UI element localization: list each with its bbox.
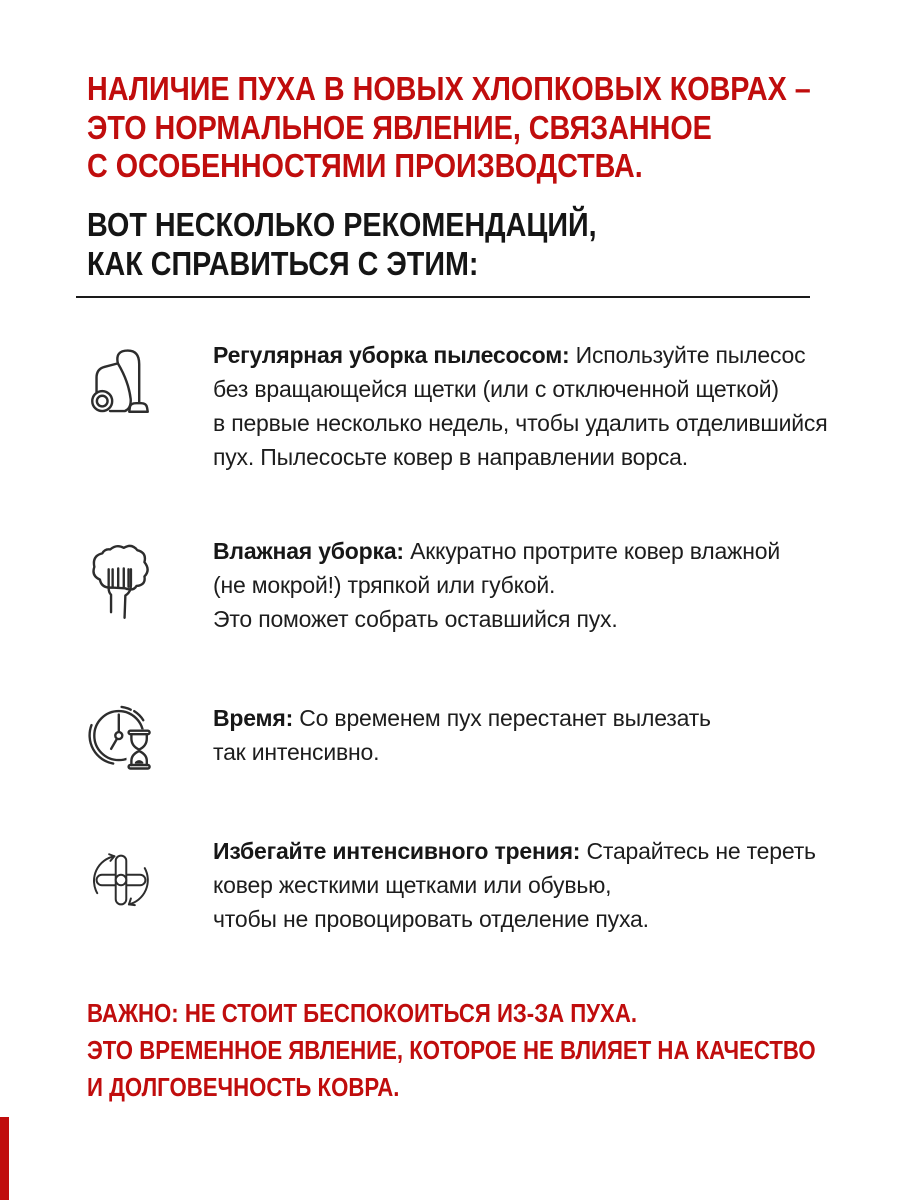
footer-line: ВАЖНО: НЕ СТОИТ БЕСПОКОИТЬСЯ ИЗ-ЗА ПУХА. [87,1000,638,1028]
subtitle-line: ВОТ НЕСКОЛЬКО РЕКОМЕНДАЦИЙ, [87,206,597,243]
recommendation-title: Регулярная уборка пылесосом: [213,342,570,368]
recommendation-text: Регулярная уборка пылесосом: Используйте пылесос без вращающейся щетки (или с отключенной щеткой) в первые несколько недель, чтобы удалить отделившийся пух. Пылесосьте ковер в направлении ворса. [213,342,828,470]
rotation-arrows-icon [88,840,163,920]
recommendation-title: Избегайте интенсивного трения: [213,838,581,864]
footer-line: ЭТО ВРЕМЕННОЕ ЯВЛЕНИЕ, КОТОРОЕ НЕ ВЛИЯЕТ НА КАЧЕСТВО [87,1037,816,1065]
clock-icon [88,697,163,777]
page-title-line: ЭТО НОРМАЛЬНОЕ ЯВЛЕНИЕ, СВЯЗАННОЕ [87,108,712,146]
recommendation-text: Время: Со временем пух перестанет вылезать так интенсивно. [213,705,711,765]
vacuum-icon [88,346,163,422]
recommendation-title: Влажная уборка: [213,538,404,564]
subtitle-line: КАК СПРАВИТЬСЯ С ЭТИМ: [87,244,479,282]
hand-wipe-icon [88,542,163,622]
footer-line: И ДОЛГОВЕЧНОСТЬ КОВРА. [87,1074,400,1102]
red-accent-bar [0,1117,9,1200]
divider-line [76,296,810,298]
page-title-line: С ОСОБЕННОСТЯМИ ПРОИЗВОДСТВА. [87,147,643,184]
recommendation-title: Время: [213,705,294,731]
page-title-line: НАЛИЧИЕ ПУХА В НОВЫХ ХЛОПКОВЫХ КОВРАХ – [87,70,811,107]
subtitle [87,206,597,283]
page-title [87,70,811,186]
footer-important-note [87,996,816,1107]
recommendation-text: Влажная уборка: Аккуратно протрите ковер влажной (не мокрой!) тряпкой или губкой. Это поможет собрать оставшийся пух. [213,538,780,632]
recommendation-text: Избегайте интенсивного трения: Старайтесь не тереть ковер жесткими щетками или обувью, чтобы не провоцировать отделение пуха. [213,838,816,932]
